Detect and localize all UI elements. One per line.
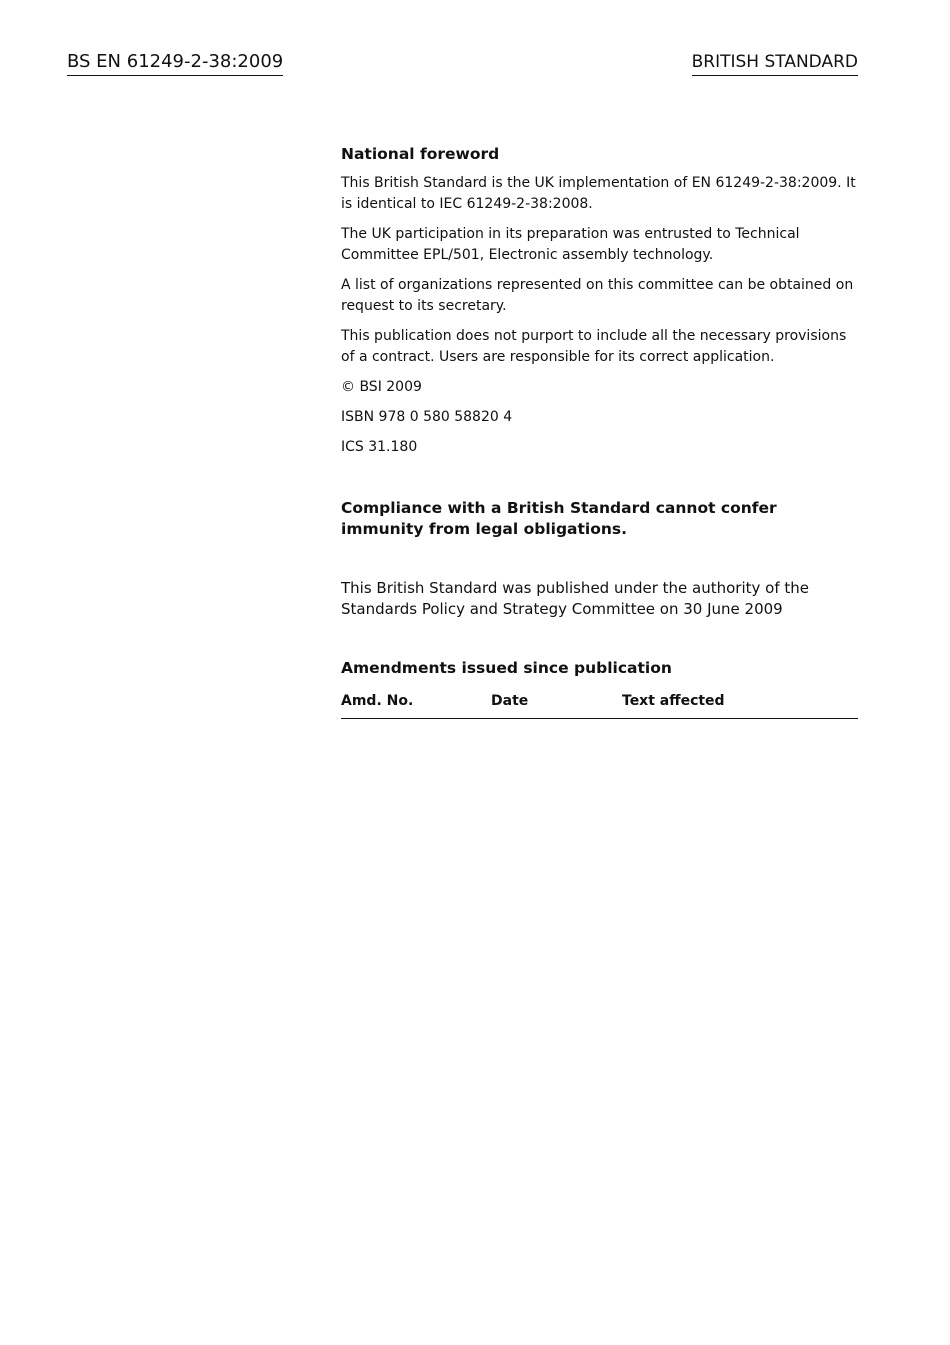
column-header-text-affected: Text affected bbox=[622, 693, 725, 709]
column-header-date: Date bbox=[491, 693, 529, 709]
amendments-table-header bbox=[341, 692, 858, 719]
foreword-paragraph: This British Standard is the UK implementation of EN 61249-2-38:2009. It is identical to IEC 61249-2-38:2008. bbox=[341, 175, 856, 212]
compliance-notice: Compliance with a British Standard cannot confer immunity from legal obligations. bbox=[341, 499, 777, 538]
foreword-paragraph: The UK participation in its preparation was entrusted to Technical Committee EPL/501, Electronic assembly technology. bbox=[341, 226, 800, 263]
series-label: BRITISH STANDARD bbox=[692, 50, 858, 76]
publication-notice: This British Standard was published under the authority of the Standards Policy and Strategy Committee on 30 June 2009 bbox=[341, 579, 810, 618]
foreword-paragraph: This publication does not purport to include all the necessary provisions of a contract. Users are responsible for its correct application. bbox=[341, 328, 847, 365]
copyright-line: © BSI 2009 bbox=[341, 379, 422, 395]
column-header-amd-no: Amd. No. bbox=[341, 693, 414, 709]
foreword-content bbox=[341, 144, 871, 719]
ics-line: ICS 31.180 bbox=[341, 439, 418, 455]
foreword-heading: National foreword bbox=[341, 145, 500, 163]
isbn-line: ISBN 978 0 580 58820 4 bbox=[341, 409, 513, 425]
amendments-heading: Amendments issued since publication bbox=[341, 659, 672, 677]
document-id: BS EN 61249-2-38:2009 bbox=[67, 50, 283, 76]
foreword-paragraph: A list of organizations represented on this committee can be obtained on request to its secretary. bbox=[341, 277, 854, 314]
